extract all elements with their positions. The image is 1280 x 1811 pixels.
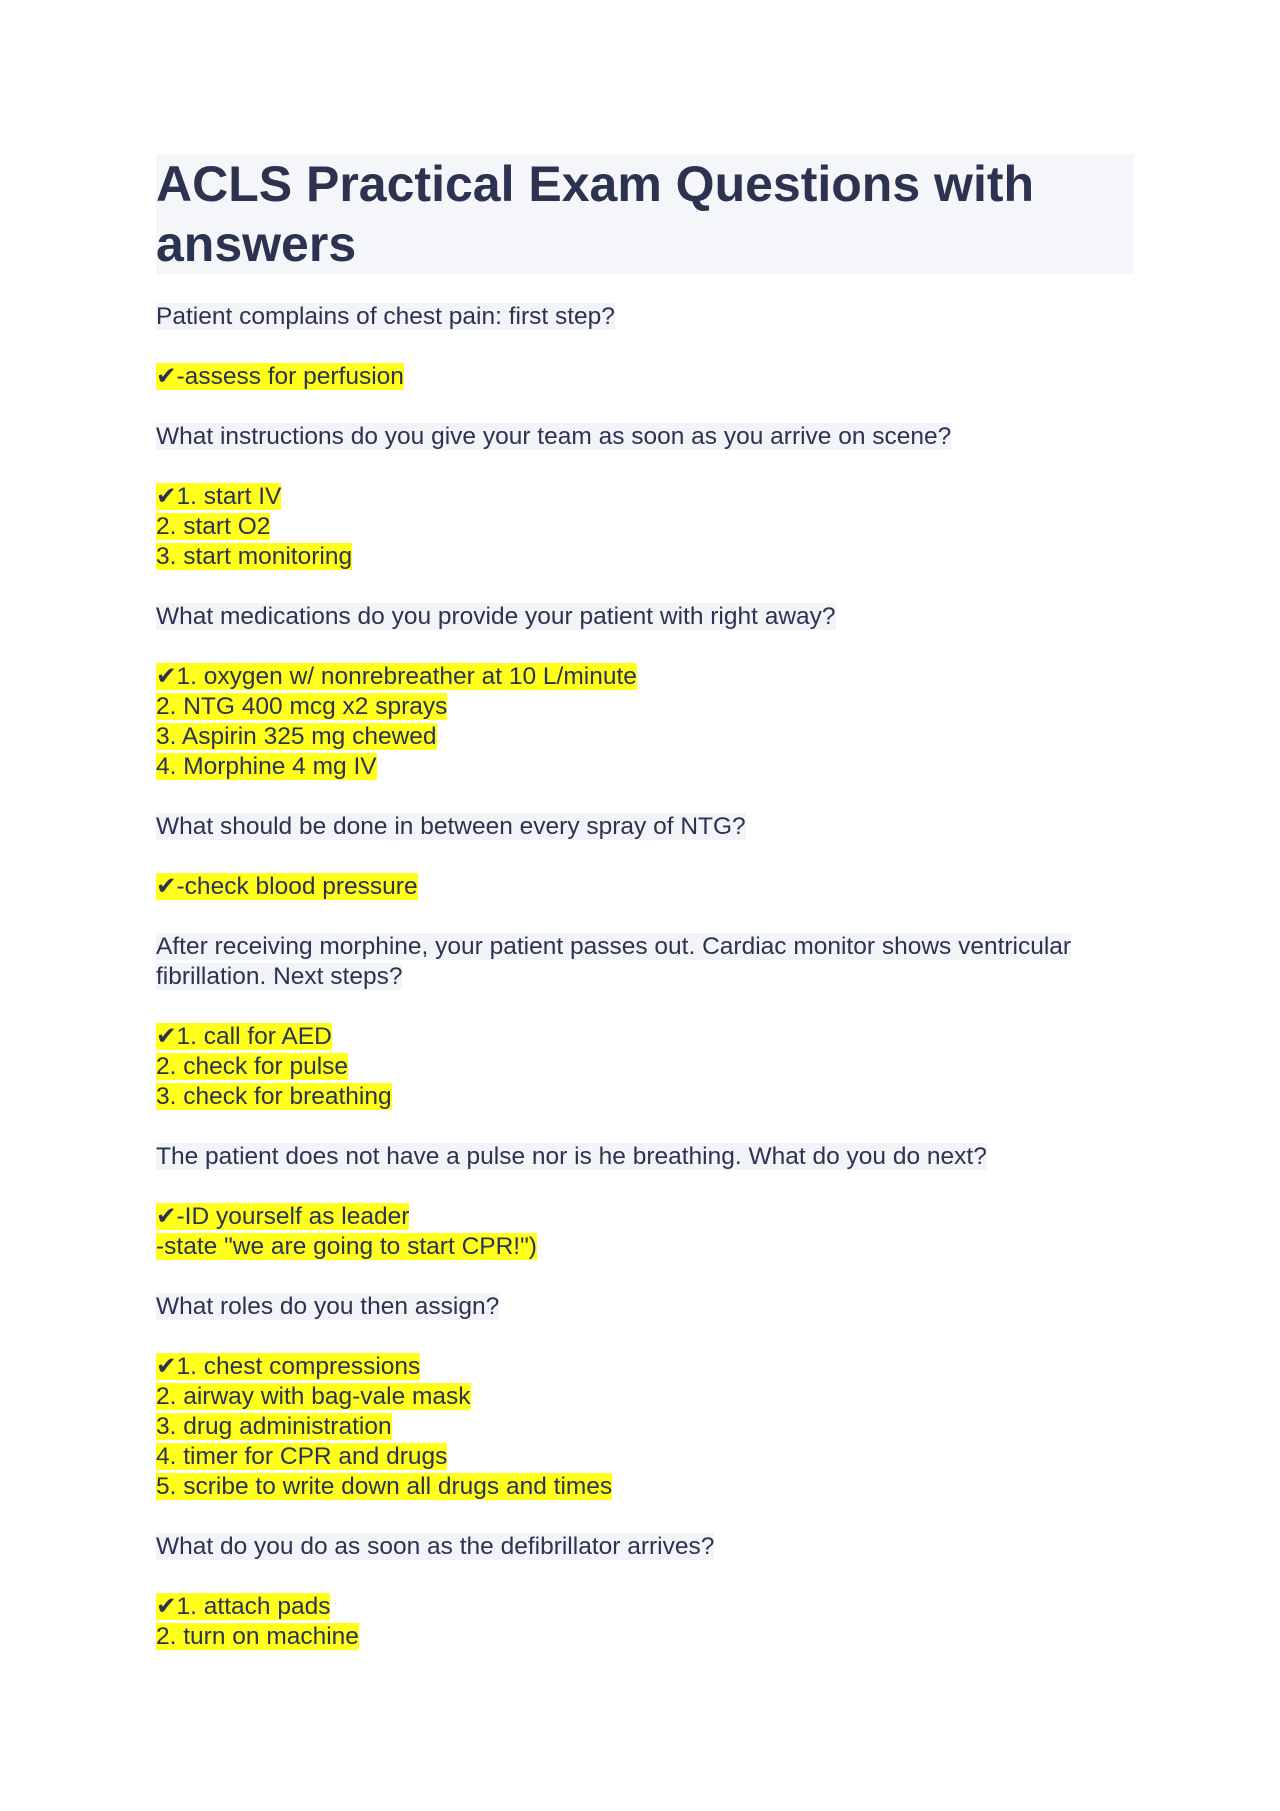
- question-text: [156, 1532, 1134, 1562]
- answer-line: [156, 362, 1134, 392]
- highlighted-answer-text: 3. check for breathing: [156, 1083, 392, 1110]
- qa-item: [156, 302, 1134, 392]
- answer-line: [156, 1472, 1134, 1502]
- qa-item: [156, 812, 1134, 902]
- highlighted-answer-text: -state "we are going to start CPR!"): [156, 1233, 537, 1260]
- question-text-span: The patient does not have a pulse nor is he breathing. What do you do next?: [156, 1143, 987, 1170]
- answer-line: [156, 722, 1134, 752]
- document-page: [156, 154, 1134, 1682]
- answer-line: [156, 1592, 1134, 1622]
- answer-line: [156, 1052, 1134, 1082]
- question-text: [156, 302, 1134, 332]
- answer-block: [156, 872, 1134, 902]
- answer-block: [156, 662, 1134, 782]
- highlighted-answer-text: 2. start O2: [156, 513, 271, 540]
- answer-block: [156, 1202, 1134, 1262]
- question-text: [156, 422, 1134, 452]
- highlighted-answer-text: 4. Morphine 4 mg IV: [156, 753, 377, 780]
- answer-line: [156, 1082, 1134, 1112]
- answer-line: [156, 1412, 1134, 1442]
- answer-line: [156, 662, 1134, 692]
- answer-line: [156, 542, 1134, 572]
- question-text: [156, 602, 1134, 632]
- highlighted-answer-text: 4. timer for CPR and drugs: [156, 1443, 448, 1470]
- qa-item: [156, 1292, 1134, 1502]
- answer-line: [156, 692, 1134, 722]
- highlighted-answer-text: ✔1. start IV: [156, 483, 282, 510]
- title-block: [156, 154, 1134, 274]
- highlighted-answer-text: 2. turn on machine: [156, 1623, 359, 1650]
- question-text: [156, 812, 1134, 842]
- qa-item: [156, 1142, 1134, 1262]
- answer-line: [156, 482, 1134, 512]
- highlighted-answer-text: ✔-ID yourself as leader: [156, 1203, 410, 1230]
- highlighted-answer-text: ✔-assess for perfusion: [156, 363, 404, 390]
- question-text-span: Patient complains of chest pain: first step?: [156, 303, 615, 330]
- answer-line: [156, 1352, 1134, 1382]
- highlighted-answer-text: ✔-check blood pressure: [156, 873, 418, 900]
- question-text-span: What medications do you provide your patient with right away?: [156, 603, 836, 630]
- answer-block: [156, 1022, 1134, 1112]
- question-text-span: What should be done in between every spray of NTG?: [156, 813, 746, 840]
- question-text-span: What do you do as soon as the defibrillator arrives?: [156, 1533, 715, 1560]
- answer-line: [156, 872, 1134, 902]
- highlighted-answer-text: 2. check for pulse: [156, 1053, 349, 1080]
- highlighted-answer-text: ✔1. oxygen w/ nonrebreather at 10 L/minute: [156, 663, 637, 690]
- highlighted-answer-text: 3. drug administration: [156, 1413, 392, 1440]
- highlighted-answer-text: ✔1. chest compressions: [156, 1353, 421, 1380]
- answer-block: [156, 1592, 1134, 1652]
- question-text: [156, 1142, 1134, 1172]
- question-text-span: After receiving morphine, your patient passes out. Cardiac monitor shows ventricular fibrillation. Next steps?: [156, 933, 1072, 990]
- qa-item: [156, 602, 1134, 782]
- question-text: [156, 1292, 1134, 1322]
- qa-item: [156, 422, 1134, 572]
- answer-line: [156, 1382, 1134, 1412]
- answer-line: [156, 1202, 1134, 1232]
- answer-line: [156, 1622, 1134, 1652]
- page-title: ACLS Practical Exam Questions with answers: [156, 156, 1035, 272]
- answer-line: [156, 1442, 1134, 1472]
- answer-block: [156, 1352, 1134, 1502]
- highlighted-answer-text: ✔1. call for AED: [156, 1023, 332, 1050]
- highlighted-answer-text: 3. Aspirin 325 mg chewed: [156, 723, 437, 750]
- answer-line: [156, 752, 1134, 782]
- highlighted-answer-text: 2. airway with bag-vale mask: [156, 1383, 471, 1410]
- qa-item: [156, 1532, 1134, 1652]
- answer-line: [156, 1232, 1134, 1262]
- answer-line: [156, 512, 1134, 542]
- answer-block: [156, 362, 1134, 392]
- highlighted-answer-text: 3. start monitoring: [156, 543, 353, 570]
- question-text-span: What roles do you then assign?: [156, 1293, 500, 1320]
- answer-block: [156, 482, 1134, 572]
- qa-item: [156, 932, 1134, 1112]
- answer-line: [156, 1022, 1134, 1052]
- highlighted-answer-text: 2. NTG 400 mcg x2 sprays: [156, 693, 448, 720]
- question-text-span: What instructions do you give your team as soon as you arrive on scene?: [156, 423, 952, 450]
- question-text: [156, 932, 1134, 992]
- highlighted-answer-text: 5. scribe to write down all drugs and times: [156, 1473, 613, 1500]
- qa-list: [156, 302, 1134, 1652]
- highlighted-answer-text: ✔1. attach pads: [156, 1593, 331, 1620]
